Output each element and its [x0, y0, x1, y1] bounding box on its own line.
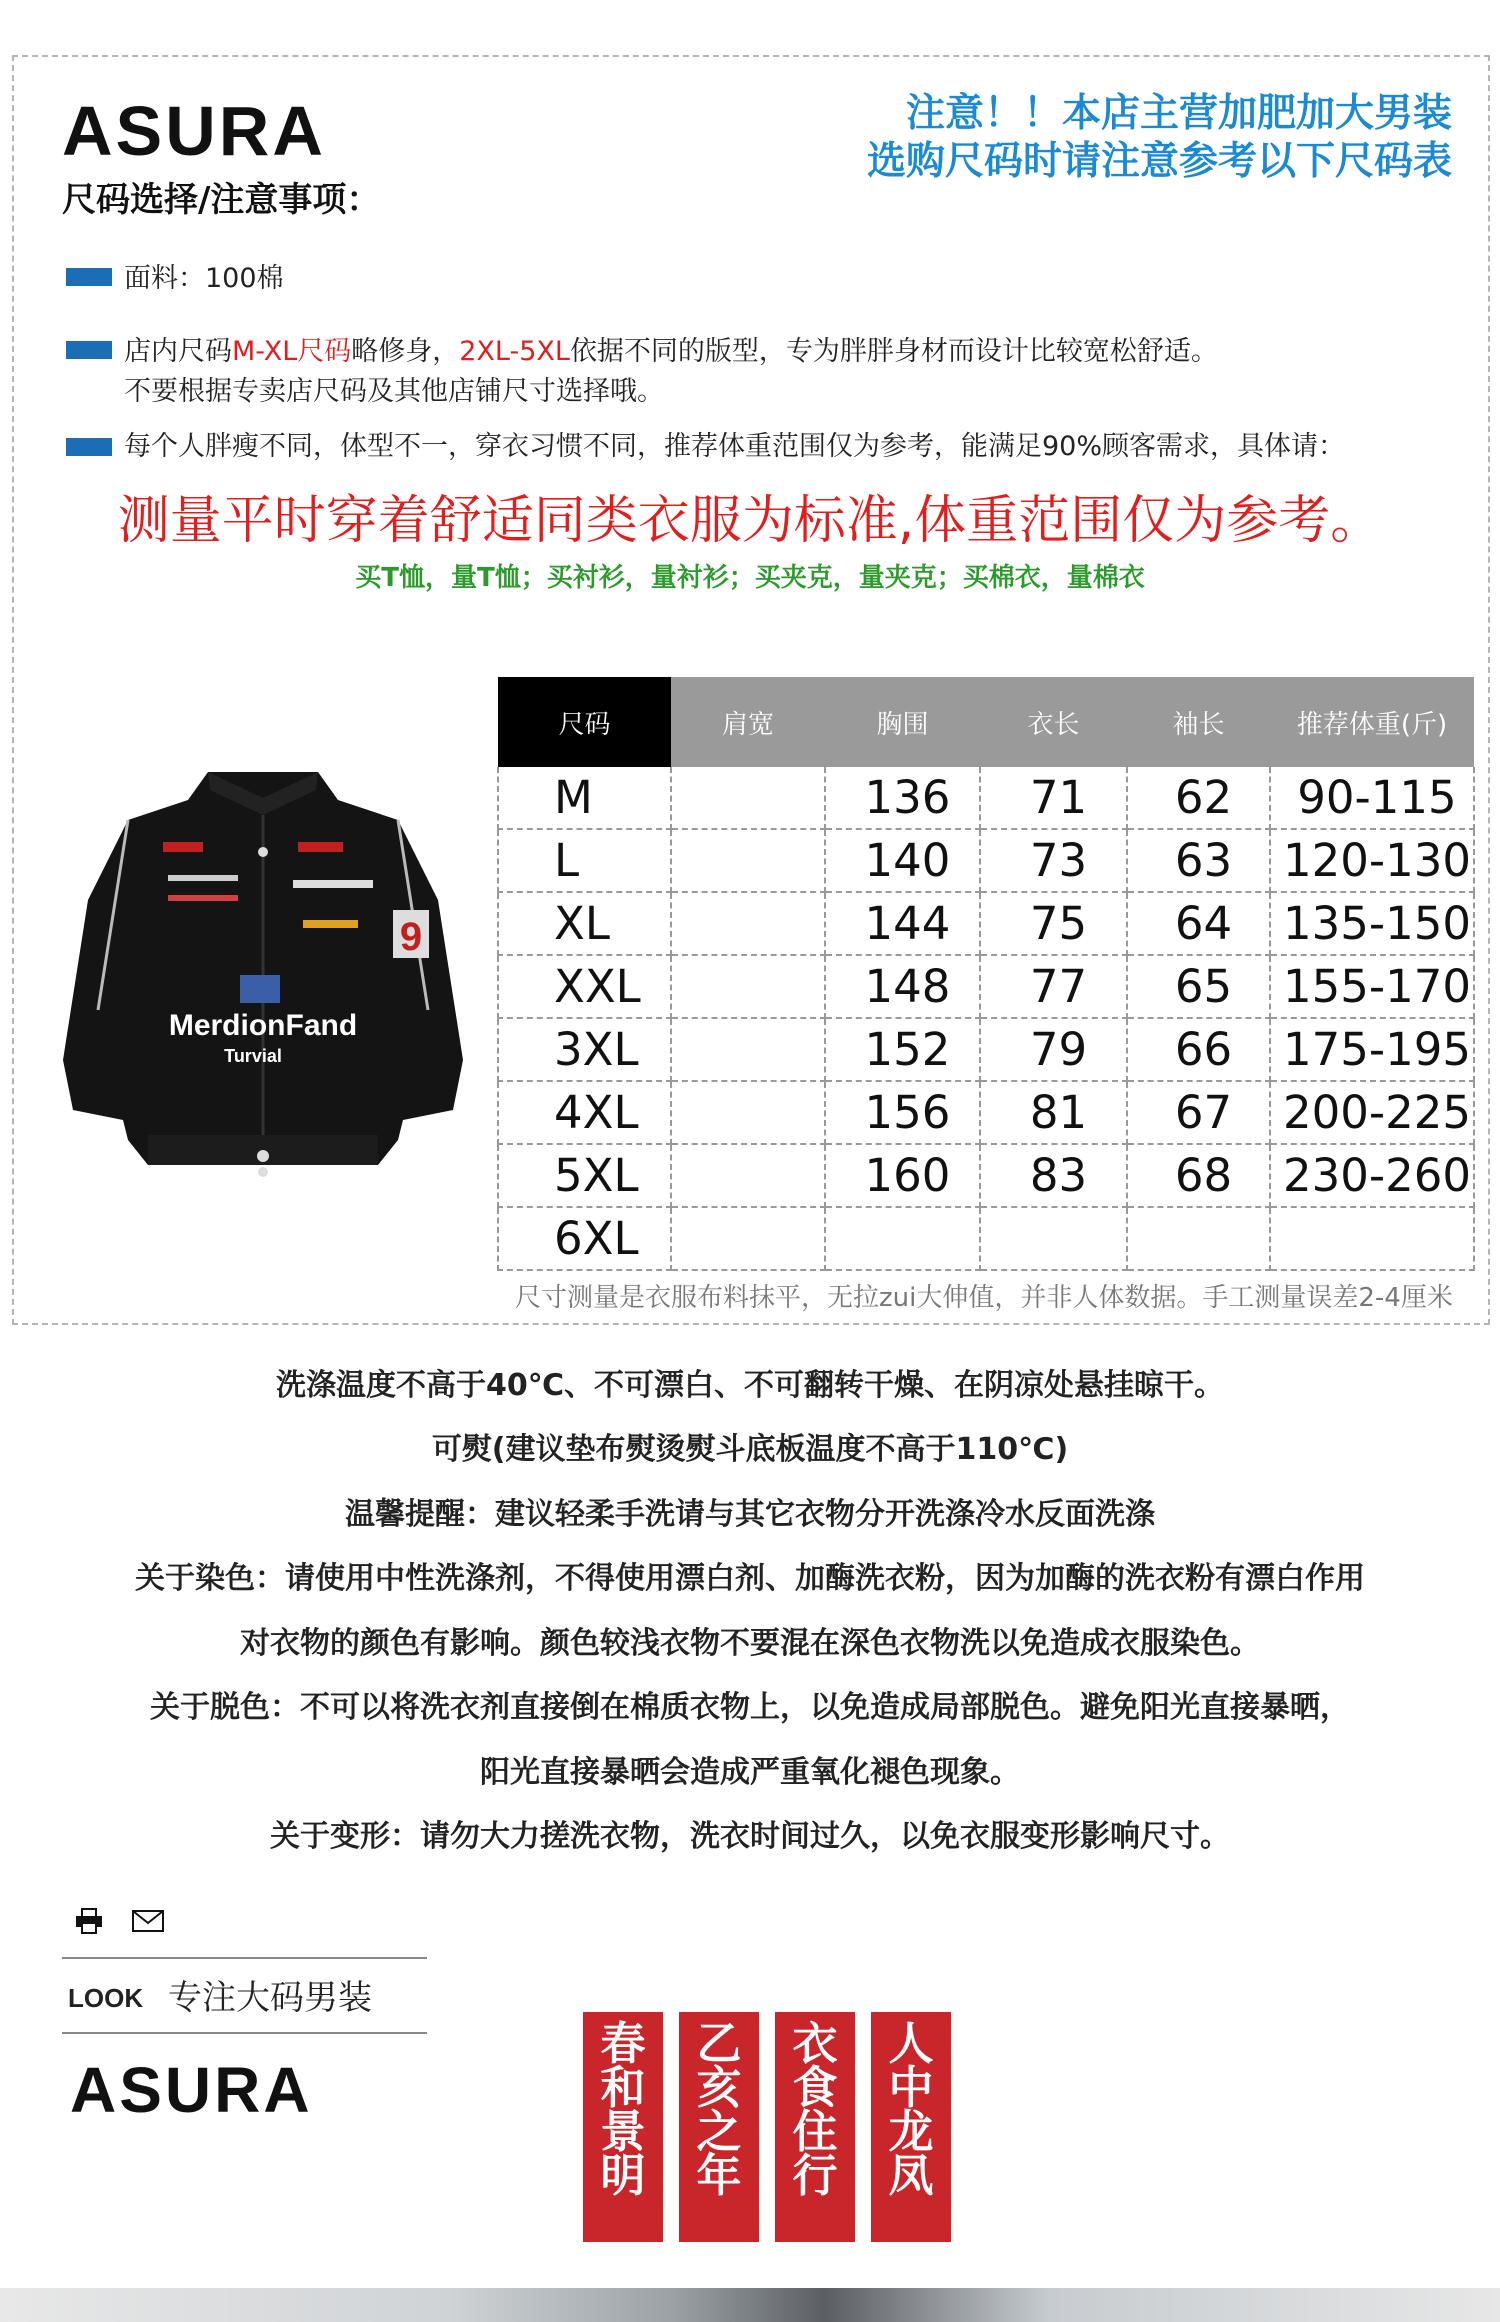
- footer-divider: [62, 2032, 427, 2034]
- table-cell: 156: [825, 1081, 980, 1144]
- table-cell: 64: [1127, 892, 1270, 955]
- table-cell: [671, 1018, 825, 1081]
- table-cell: 136: [825, 767, 980, 829]
- table-cell: 62: [1127, 767, 1270, 829]
- table-row: [498, 1207, 1474, 1270]
- table-cell: 81: [980, 1081, 1127, 1144]
- table-cell: 77: [980, 955, 1127, 1018]
- table-cell: [671, 892, 825, 955]
- header-weight: 推荐体重(斤): [1270, 677, 1474, 767]
- header-size: 尺码: [498, 677, 671, 767]
- fit-text: 依据不同的版型，专为胖胖身材而设计比较宽松舒适。: [569, 336, 1218, 367]
- table-note: 尺寸测量是衣服布料抹平，无拉zui大伸值，并非人体数据。手工测量误差2-4厘米: [515, 1283, 1453, 1313]
- brand-logo: ASURA: [62, 92, 326, 170]
- notice-line-1: 注意！！本店主营加肥加大男装: [905, 91, 1452, 136]
- notice-line-2: 选购尺码时请注意参考以下尺码表: [866, 139, 1452, 184]
- stamp-text: 春和景明: [600, 2017, 646, 2202]
- jacket-illustration: [58, 760, 468, 1180]
- product-image: [58, 760, 468, 1180]
- table-cell: XXL: [498, 955, 671, 1018]
- care-line-2: 可熨(建议垫布熨烫熨斗底板温度不高于110℃): [431, 1432, 1069, 1467]
- stamp-seal: [871, 2012, 951, 2242]
- care-line-5: 对衣物的颜色有影响。颜色较浅衣物不要混在深色衣物洗以免造成衣服染色。: [240, 1626, 1260, 1661]
- table-cell: 63: [1127, 829, 1270, 892]
- table-cell: [671, 767, 825, 829]
- jacket-print-text: MerdionFand: [168, 1009, 358, 1042]
- stamp-seal: [775, 2012, 855, 2242]
- table-cell: [671, 1081, 825, 1144]
- header-length: 衣长: [980, 677, 1127, 767]
- table-cell: XL: [498, 892, 671, 955]
- notice-block: [752, 90, 1452, 186]
- table-row: [498, 955, 1474, 1018]
- header-chest: 胸围: [825, 677, 980, 767]
- care-line-4: 关于染色：请使用中性洗涤剂，不得使用漂白剂、加酶洗衣粉，因为加酶的洗衣粉有漂白作用: [135, 1561, 1365, 1596]
- header-sleeve: 袖长: [1127, 677, 1270, 767]
- size-table-header: [498, 677, 1474, 767]
- table-cell: 160: [825, 1144, 980, 1207]
- fabric-info: 面料：100棉: [124, 263, 284, 294]
- table-cell: [825, 1207, 980, 1270]
- table-cell: [671, 1144, 825, 1207]
- footer-brand-logo: ASURA: [70, 2054, 313, 2126]
- header-shoulder: 肩宽: [671, 677, 825, 767]
- measure-instruction: 测量平时穿着舒适同类衣服为标准,体重范围仅为参考。: [117, 491, 1383, 551]
- bottom-photo-strip: [0, 2288, 1500, 2322]
- table-row: [498, 829, 1474, 892]
- table-cell: 75: [980, 892, 1127, 955]
- table-cell: 73: [980, 829, 1127, 892]
- table-cell: 66: [1127, 1018, 1270, 1081]
- care-line-6: 关于脱色：不可以将洗衣剂直接倒在棉质衣物上，以免造成局部脱色。避免阳光直接暴晒，: [150, 1690, 1350, 1725]
- fit-line-1: [124, 332, 1424, 372]
- table-row: [498, 1144, 1474, 1207]
- care-line-3: 温馨提醒：建议轻柔手洗请与其它衣物分开洗涤冷水反面洗涤: [345, 1497, 1155, 1532]
- table-cell: 230-260: [1270, 1144, 1474, 1207]
- table-row: [498, 1018, 1474, 1081]
- fit-highlight-slim: M-XL尺码: [232, 336, 352, 367]
- table-cell: 83: [980, 1144, 1127, 1207]
- measure-tips: 买T恤，量T恤；买衬衫，量衬衫；买夹克，量夹克；买棉衣，量棉衣: [355, 563, 1145, 593]
- stamp-text: 衣食住行: [792, 2017, 838, 2202]
- mail-icon[interactable]: [132, 1910, 164, 1932]
- table-cell: 3XL: [498, 1018, 671, 1081]
- jacket-print-subtext: Turvial: [224, 1046, 282, 1066]
- look-label: LOOK: [68, 1983, 144, 2013]
- fit-line-2: 不要根据专卖店尺码及其他店铺尺寸选择哦。: [124, 376, 664, 407]
- care-line-8: 关于变形：请勿大力搓洗衣物，洗衣时间过久，以免衣服变形影响尺寸。: [270, 1819, 1230, 1854]
- table-row: [498, 1081, 1474, 1144]
- table-cell: [980, 1207, 1127, 1270]
- footer-divider: [62, 1957, 427, 1959]
- bullet-marker: [66, 341, 112, 359]
- fit-info: [124, 332, 1424, 412]
- table-row: [498, 892, 1474, 955]
- table-cell: 135-150: [1270, 892, 1474, 955]
- stamp-text: 乙亥之年: [696, 2017, 742, 2202]
- size-table: [497, 677, 1475, 1271]
- table-cell: 79: [980, 1018, 1127, 1081]
- table-cell: 120-130: [1270, 829, 1474, 892]
- table-cell: L: [498, 829, 671, 892]
- table-cell: 71: [980, 767, 1127, 829]
- table-cell: 6XL: [498, 1207, 671, 1270]
- table-cell: 140: [825, 829, 980, 892]
- table-row: [498, 767, 1474, 829]
- stamp-text: 人中龙凤: [888, 2017, 934, 2202]
- table-cell: 152: [825, 1018, 980, 1081]
- jacket-print-number: 9: [399, 915, 423, 959]
- bullet-marker: [66, 268, 112, 286]
- fit-highlight-loose: 2XL-5XL: [459, 336, 570, 367]
- section-subtitle: 尺码选择/注意事项：: [62, 180, 381, 220]
- table-cell: 175-195: [1270, 1018, 1474, 1081]
- tagline: 专注大码男装: [168, 1978, 372, 2018]
- table-cell: [671, 829, 825, 892]
- fit-text: 店内尺码: [124, 336, 232, 367]
- table-cell: 90-115: [1270, 767, 1474, 829]
- table-cell: 144: [825, 892, 980, 955]
- table-cell: [1270, 1207, 1474, 1270]
- body-note: 每个人胖瘦不同，体型不一，穿衣习惯不同，推荐体重范围仅为参考，能满足90%顾客需求，具体请：: [124, 431, 1346, 462]
- table-cell: [671, 955, 825, 1018]
- table-cell: 67: [1127, 1081, 1270, 1144]
- stamp-seal: [583, 2012, 663, 2242]
- table-cell: 4XL: [498, 1081, 671, 1144]
- table-cell: [1127, 1207, 1270, 1270]
- table-cell: M: [498, 767, 671, 829]
- stamp-seal: [679, 2012, 759, 2242]
- printer-icon[interactable]: [74, 1908, 104, 1934]
- care-line-1: 洗涤温度不高于40℃、不可漂白、不可翻转干燥、在阴凉处悬挂晾干。: [275, 1368, 1225, 1403]
- table-cell: 155-170: [1270, 955, 1474, 1018]
- table-cell: 68: [1127, 1144, 1270, 1207]
- care-line-7: 阳光直接暴晒会造成严重氧化褪色现象。: [480, 1755, 1020, 1790]
- table-cell: 148: [825, 955, 980, 1018]
- table-cell: 65: [1127, 955, 1270, 1018]
- table-cell: 200-225: [1270, 1081, 1474, 1144]
- fit-text: 略修身，: [351, 336, 460, 367]
- table-cell: 5XL: [498, 1144, 671, 1207]
- bullet-marker: [66, 438, 112, 456]
- table-cell: [671, 1207, 825, 1270]
